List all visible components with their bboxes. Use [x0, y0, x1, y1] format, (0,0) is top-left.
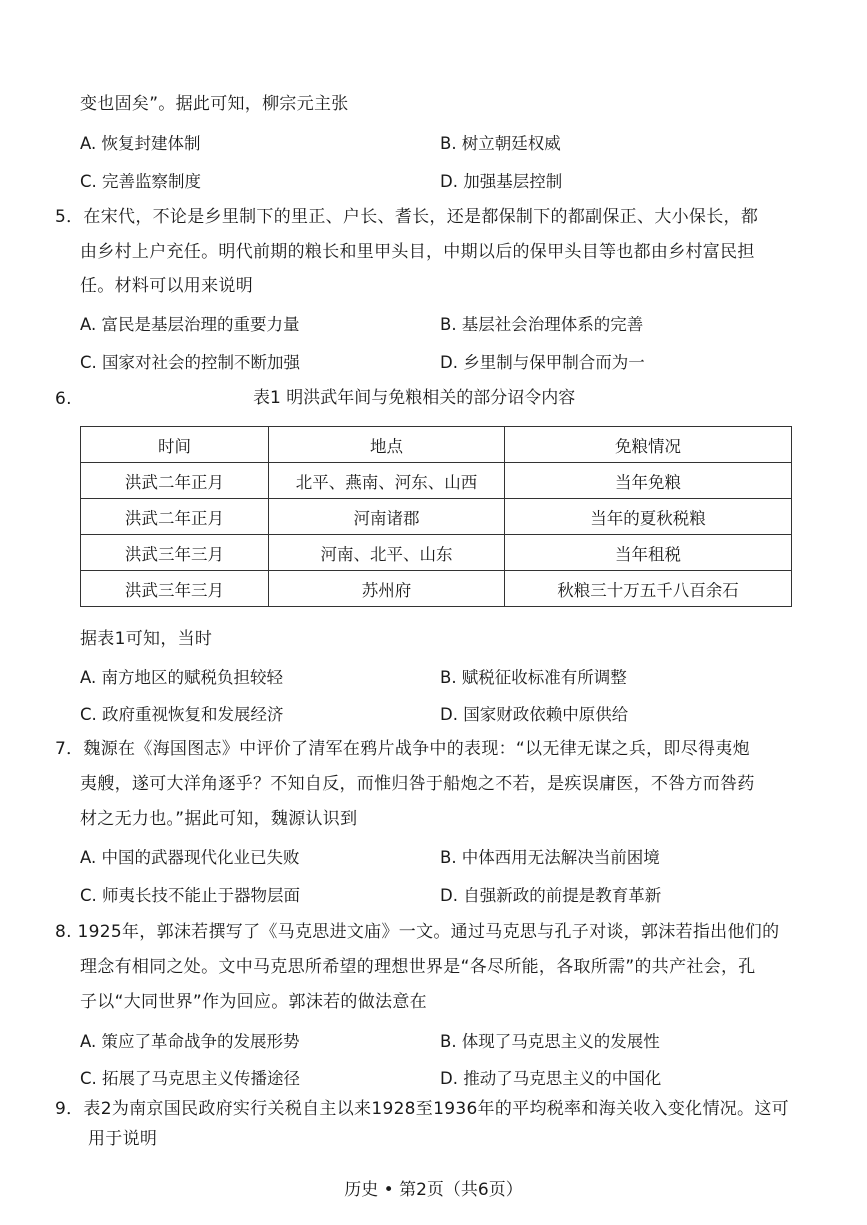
q4-stem-tail: 变也固矣”。据此可知，柳宗元主张: [80, 94, 349, 114]
q4-option-b: B. 树立朝廷权威: [440, 134, 561, 153]
table-header-row: [81, 427, 792, 463]
q7-line-1: 7．魏源在《海国图志》中评价了清军在鸦片战争中的表现：“以无律无谋之兵，即尽得夷炮: [55, 739, 750, 759]
table-1-caption: 表1 明洪武年间与免粮相关的部分诏令内容: [253, 388, 576, 408]
table-cell: 洪武二年正月: [81, 463, 269, 499]
table-cell: 当年租税: [505, 535, 792, 571]
q9-line-1: 9．表2为南京国民政府实行关税自主以来1928至1936年的平均税率和海关收入变化情况。这可: [55, 1099, 789, 1119]
q6-stem: 据表1可知，当时: [80, 629, 213, 649]
q5-line-2: 由乡村上户充任。明代前期的粮长和里甲头目，中期以后的保甲头目等也都由乡村富民担: [80, 242, 755, 262]
table-row: [81, 499, 792, 535]
q7-line-3: 材之无力也。”据此可知，魏源认识到: [80, 809, 358, 829]
table-cell: 洪武三年三月: [81, 535, 269, 571]
table-cell: 洪武三年三月: [81, 571, 269, 607]
q7-option-d: D. 自强新政的前提是教育革新: [440, 886, 662, 905]
q8-option-a: A. 策应了革命战争的发展形势: [80, 1032, 300, 1051]
q8-option-c: C. 拓展了马克思主义传播途径: [80, 1069, 301, 1088]
q8-line-1: 8. 1925年，郭沫若撰写了《马克思进文庙》一文。通过马克思与孔子对谈，郭沫若指出他们的: [55, 922, 780, 942]
table-header-cell: 免粮情况: [505, 427, 792, 463]
q5-option-a: A. 富民是基层治理的重要力量: [80, 315, 300, 334]
table-cell: 河南诸郡: [269, 499, 505, 535]
table-cell: 苏州府: [269, 571, 505, 607]
table-cell: 河南、北平、山东: [269, 535, 505, 571]
page-footer: 历史 • 第2页（共6页）: [344, 1180, 523, 1200]
q4-option-a: A. 恢复封建体制: [80, 134, 201, 153]
q5-line-1: 5．在宋代，不论是乡里制下的里正、户长、耆长，还是都保制下的都副保正、大小保长，都: [55, 207, 759, 227]
q6-number: 6.: [55, 389, 72, 409]
q5-line-3: 任。材料可以用来说明: [80, 276, 253, 296]
q6-option-b: B. 赋税征收标准有所调整: [440, 668, 627, 687]
table-cell: 当年的夏秋税粮: [505, 499, 792, 535]
table-row: [81, 535, 792, 571]
q8-option-d: D. 推动了马克思主义的中国化: [440, 1069, 662, 1088]
table-header-cell: 地点: [269, 427, 505, 463]
q8-line-3: 子以“大同世界”作为回应。郭沫若的做法意在: [80, 992, 427, 1012]
q8-option-b: B. 体现了马克思主义的发展性: [440, 1032, 660, 1051]
q4-option-d: D. 加强基层控制: [440, 172, 563, 191]
q5-option-b: B. 基层社会治理体系的完善: [440, 315, 644, 334]
q4-option-c: C. 完善监察制度: [80, 172, 202, 191]
q7-option-b: B. 中体西用无法解决当前困境: [440, 848, 660, 867]
table-row: [81, 463, 792, 499]
table-cell: 当年免粮: [505, 463, 792, 499]
q7-line-2: 夷艘，遂可大洋角逐乎？不知自反，而惟归咎于船炮之不若，是疾误庸医，不咎方而咎药: [80, 774, 755, 794]
q6-option-a: A. 南方地区的赋税负担较轻: [80, 668, 283, 687]
q9-line-2: 用于说明: [88, 1129, 158, 1149]
q7-option-a: A. 中国的武器现代化业已失败: [80, 848, 300, 867]
table-header-cell: 时间: [81, 427, 269, 463]
q5-option-d: D. 乡里制与保甲制合而为一: [440, 353, 645, 372]
q5-option-c: C. 国家对社会的控制不断加强: [80, 353, 301, 372]
q6-option-d: D. 国家财政依赖中原供给: [440, 705, 629, 724]
table-cell: 北平、燕南、河东、山西: [269, 463, 505, 499]
q6-option-c: C. 政府重视恢复和发展经济: [80, 705, 284, 724]
table-cell: 洪武二年正月: [81, 499, 269, 535]
table-1: [80, 426, 792, 607]
table-cell: 秋粮三十万五千八百余石: [505, 571, 792, 607]
table-row: [81, 571, 792, 607]
q7-option-c: C. 师夷长技不能止于器物层面: [80, 886, 301, 905]
q8-line-2: 理念有相同之处。文中马克思所希望的理想世界是“各尽所能，各取所需”的共产社会，孔: [80, 957, 756, 977]
